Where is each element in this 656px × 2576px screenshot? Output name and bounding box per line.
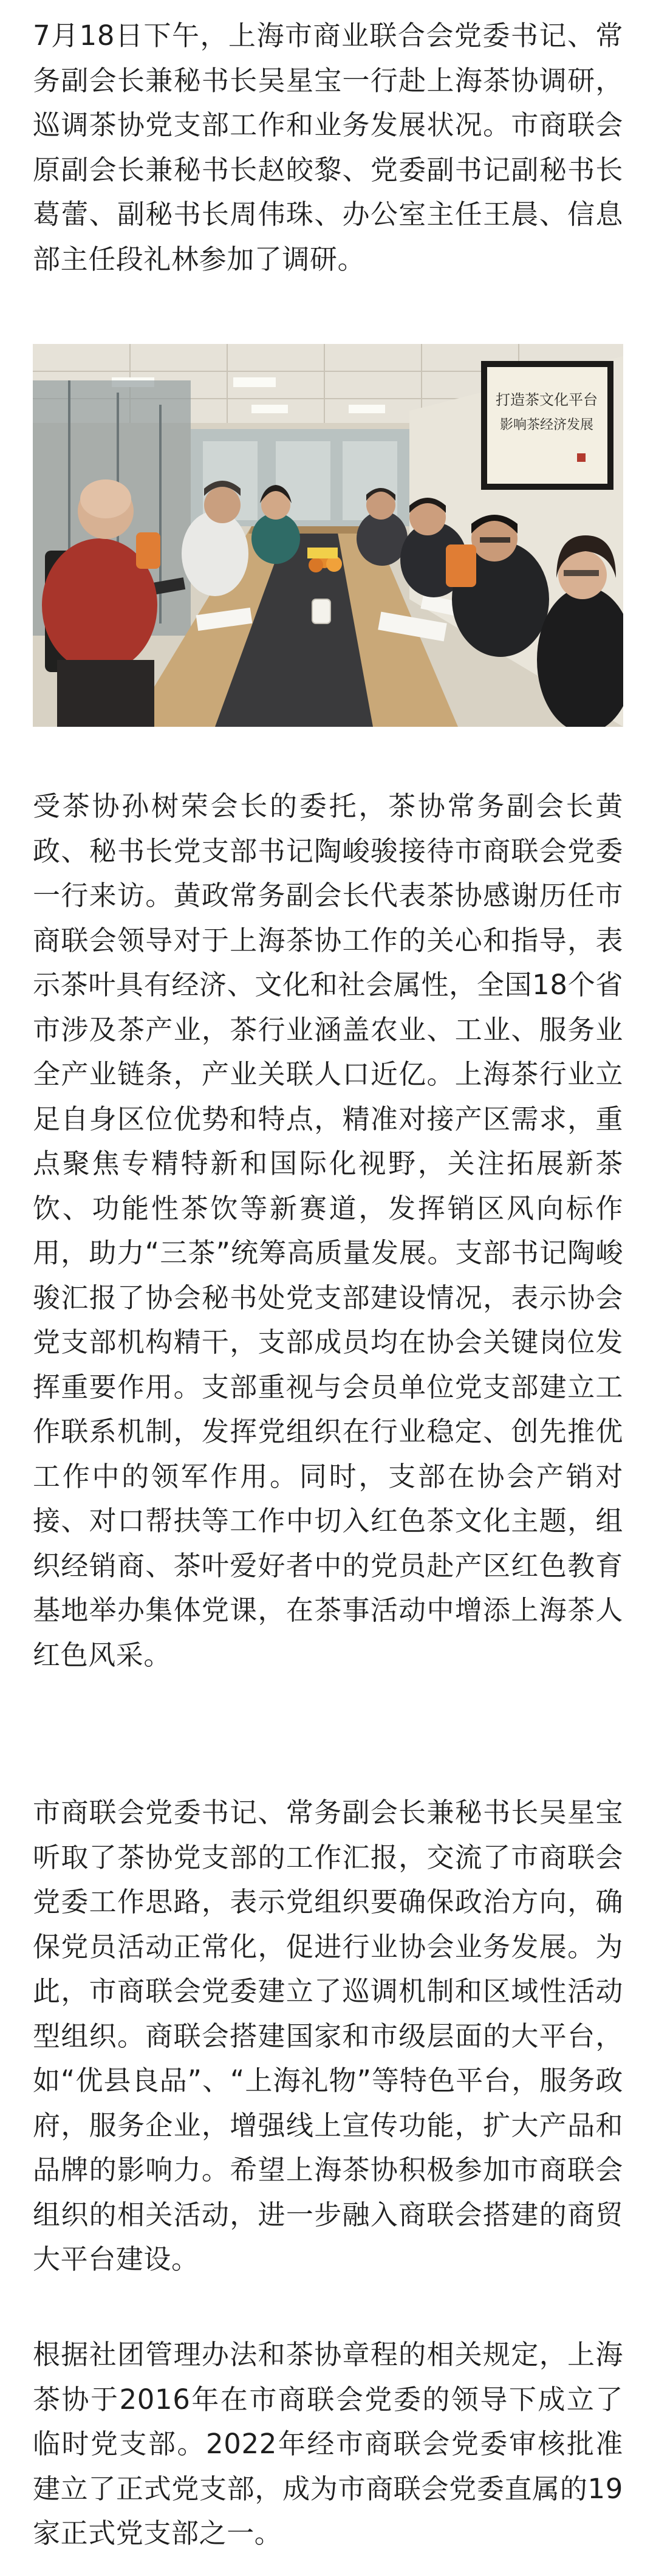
meeting-photo bbox=[33, 344, 623, 727]
body-paragraph-1: 受茶协孙树荣会长的委托，茶协常务副会长黄政、秘书长党支部书记陶峻骏接待市商联会党委一行来访。黄政常务副会长代表茶协感谢历任市商联会领导对于上海茶协工作的关心和指导，表示茶叶具有经济、文化和社会属性，全国18个省市涉及茶产业，茶行业涵盖农业、工业、服务业全产业链条，产业关联人口近亿。上海茶行业立足自身区位优势和特点，精准对接产区需求，重点聚焦专精特新和国际化视野，关注拓展新茶饮、功能性茶饮等新赛道，发挥销区风向标作用，助力“三茶”统筹高质量发展。支部书记陶峻骏汇报了协会秘书处党支部建设情况，表示协会党支部机构精干，支部成员均在协会关键岗位发挥重要作用。支部重视与会员单位党支部建立工作联系机制，发挥党组织在行业稳定、创先推优工作中的领军作用。同时，支部在协会产销对接、对口帮扶等工作中切入红色茶文化主题，组织经销商、茶叶爱好者中的党员赴产区红色教育基地举办集体党课，在茶事活动中增添上海茶人红色风采。 bbox=[33, 790, 623, 1671]
body-paragraph-2: 市商联会党委书记、常务副会长兼秘书长吴星宝听取了茶协党支部的工作汇报，交流了市商联会党委工作思路，表示党组织要确保政治方向，确保党员活动正常化，促进行业协会业务发展。为此，市商联会党委建立了巡调机制和区域性活动型组织。商联会搭建国家和市级层面的大平台，如“优县良品”、“上海礼物”等特色平台，服务政府，服务企业，增强线上宣传功能，扩大产品和品牌的影响力。希望上海茶协积极参加市商联会组织的相关活动，进一步融入商联会搭建的商贸大平台建设。 bbox=[33, 1796, 623, 2275]
calligraphy-line-1: 打造茶文化平台 bbox=[496, 391, 598, 408]
calligraphy-line-2: 影响茶经济发展 bbox=[499, 417, 594, 433]
body-paragraph-3: 根据社团管理办法和茶协章程的相关规定，上海茶协于2016年在市商联会党委的领导下成立了临时党支部。2022年经市商联会党委审核批准建立了正式党支部，成为市商联会党委直属的19家正式党支部之一。 bbox=[33, 2338, 623, 2549]
intro-paragraph: 7月18日下午，上海市商业联合会党委书记、常务副会长兼秘书长吴星宝一行赴上海茶协调研，巡调茶协党支部工作和业务发展状况。市商联会原副会长兼秘书长赵皎黎、党委副书记副秘书长葛蕾、副秘书长周伟珠、办公室主任王晨、信息部主任段礼林参加了调研。 bbox=[33, 19, 623, 275]
